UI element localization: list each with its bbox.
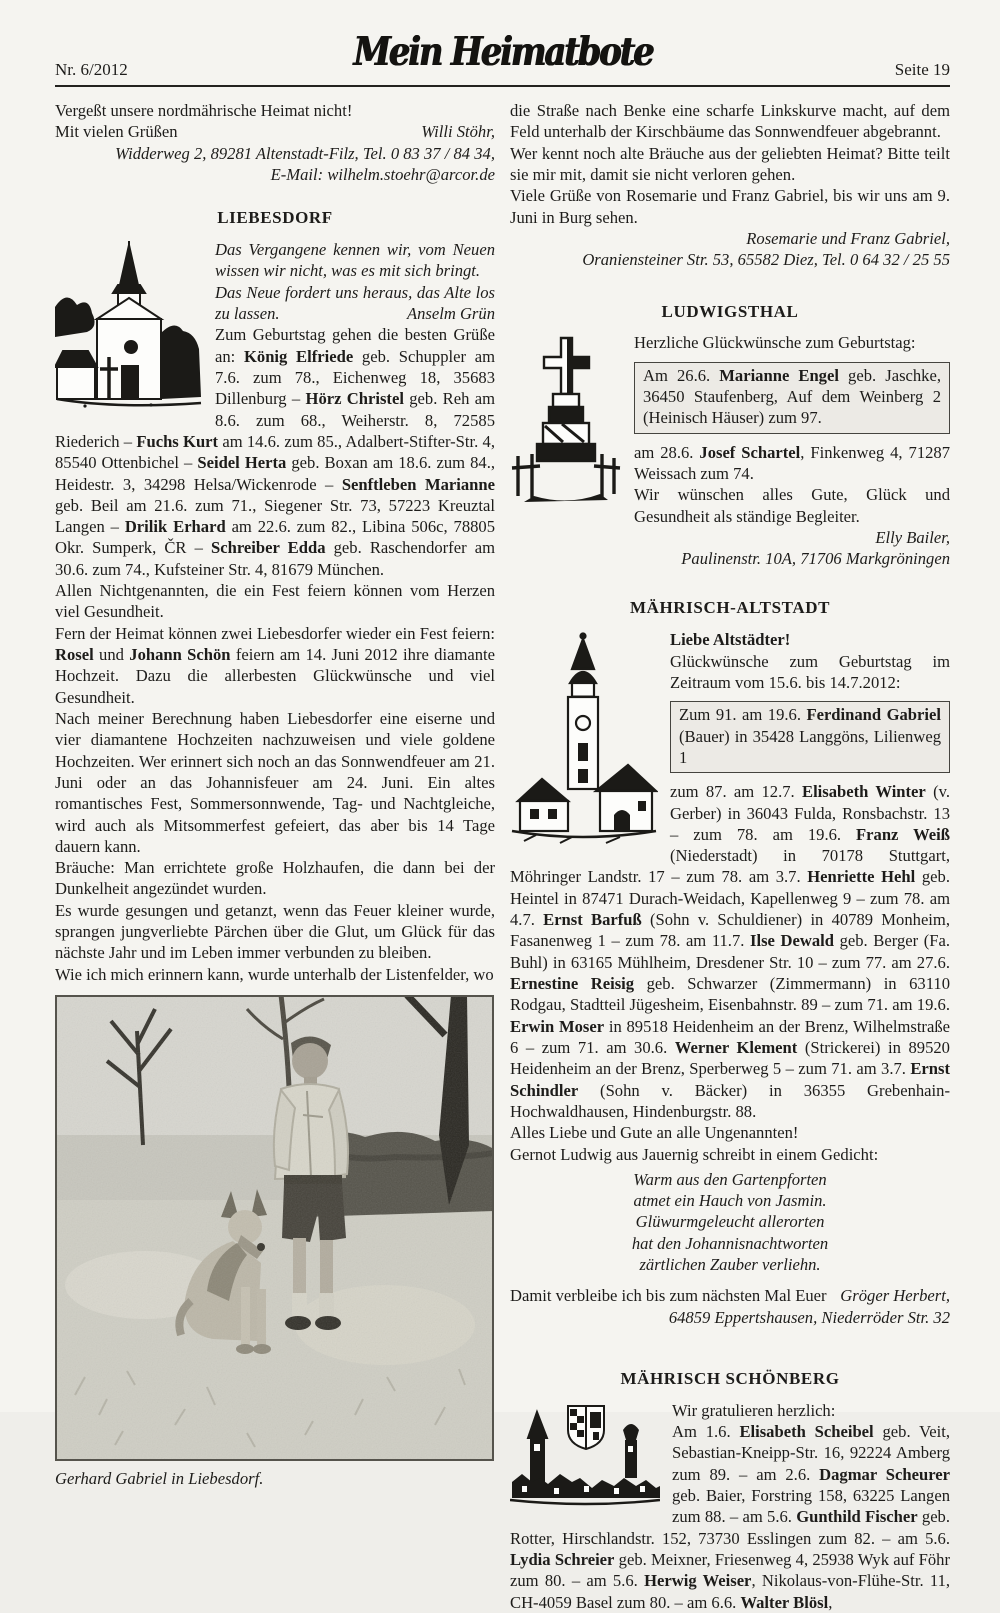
section-liebesdorf bbox=[55, 239, 495, 985]
section-ludwigsthal bbox=[510, 332, 950, 569]
ludwigsthal-wishes: Wir wünschen alles Gute, Glück und Gesundheit als ständige Begleiter. bbox=[634, 485, 950, 526]
sender-address: Widderweg 2, 89281 Altenstadt-Filz, Tel. 0 83 37 / 84 34, bbox=[115, 143, 495, 163]
altstadt-intro: Glückwünsche zum Geburtstag im Zeitraum vom 15.6. bis 14.7.2012: bbox=[670, 651, 950, 692]
left-column bbox=[55, 100, 495, 1613]
memorial-cross-illustration bbox=[510, 334, 622, 506]
liebesdorf-quote: Das Vergangene kennen wir, vom Neuen wissen wir nicht, was es mit sich bringt. Das Neue fordert uns heraus, das Alte los zu lassen. Anselm Grün bbox=[215, 240, 495, 324]
section-heading-ludwigsthal: LUDWIGSTHAL bbox=[661, 301, 799, 321]
section-heading-liebesdorf: LIEBESDORF bbox=[217, 208, 333, 228]
farewell-row bbox=[510, 1285, 950, 1306]
altstadt-closing: Alles Liebe und Gute an alle Ungenannten! bbox=[510, 1123, 799, 1143]
liebesdorf-nichtgenannte: Allen Nichtgenannten, die ein Fest feiern können vom Herzen viel Gesundheit. bbox=[55, 581, 495, 622]
altstadt-salute: Liebe Altstädter! bbox=[670, 630, 791, 650]
liebesdorf-gesungen: Es wurde gesungen und getanzt, wenn das Feuer kleiner wurde, sprangen jungverliebte Pärchen über die Glut, um Glück für das nächste Jahr und im Leben immer verbunden zu bleiben. bbox=[55, 900, 495, 963]
tree-blob-left bbox=[55, 298, 95, 338]
section-altstadt bbox=[510, 629, 950, 1328]
liebesdorf-braeuche: Bräuche: Man errichtete große Holzhaufen, die dann bei der Dunkelheit angezündet wurden. bbox=[55, 858, 495, 899]
header-rule bbox=[55, 85, 950, 87]
quote-author: Anselm Grün bbox=[406, 304, 495, 324]
farewell-signature-address: 64859 Eppertshausen, Niederröder Str. 32 bbox=[668, 1307, 950, 1327]
village-church-illustration bbox=[55, 241, 203, 411]
town-skyline-illustration bbox=[510, 1402, 660, 1510]
farewell-signature-name: Gröger Herbert, bbox=[840, 1286, 950, 1306]
ludwigsthal-signature-name: Elly Bailer, bbox=[875, 527, 950, 547]
page-number: Seite 19 bbox=[894, 60, 950, 79]
liebesdorf-birthday-list: Zum Geburtstag gehen die besten Grüße an: König Elfriede geb. Schuppler am 7.6. zum 78., Eichenweg 18, 35683 Dillenburg – Hörz Christel geb. Reh am 8.6. zum 68., Weiherstr. 8, 72585 Riederich – Fuchs Kurt am 14.6. zum 85., Adalbert-Stifter-Str. 4, 85540 Ottenbichel – Seidel Herta geb. Boxan am 18.6. zum 84., Heidestr. 3, 34298 Helsa/Wickenrode – Senftleben Marianne geb. Beil am 21.6. zum 71., Siegener Str. 73, 57223 Kreuztal Langen – Drilik Erhard am 22.6. zum 82., Libina 506c, 78805 Okr. Sumperk, ČR – Schreiber Edda geb. Raschendorfer am 30.6. zum 74., Kufsteiner Str. 4, 81679 München. bbox=[55, 325, 496, 579]
farewell-text: Damit verbleibe ich bis zum nächsten Mal Euer bbox=[510, 1286, 827, 1306]
tree-blob-right bbox=[161, 326, 201, 400]
page-header bbox=[55, 28, 950, 82]
cont-paragraph-2: Wer kennt noch alte Bräuche aus der geliebten Heimat? Bitte teilt sie mir mit, damit sie nicht verloren gehen. bbox=[510, 143, 950, 184]
section-heading-altstadt: MÄHRISCH-ALTSTADT bbox=[629, 598, 831, 618]
boy-with-dog-photo bbox=[55, 995, 495, 1489]
sender-name: Willi Stöhr, bbox=[421, 122, 495, 142]
poem: Warm aus den Gartenpforten atmet ein Hauch von Jasmin. Glüwurmgeleucht allerorten hat den Johannisnachtworten zärtlichen Zauber verliehn. bbox=[631, 1169, 829, 1275]
ludwigsthal-entry-2: am 28.6. Josef Schartel, Finkenweg 4, 71287 Weissach zum 74. bbox=[634, 442, 951, 483]
masthead-logo: Mein Heimatbote bbox=[353, 28, 652, 75]
schoenberg-birthday-list: Am 1.6. Elisabeth Scheibel geb. Veit, Sebastian-Kneipp-Str. 16, 92224 Amberg zum 89. – am 2.6. Dagmar Scheurer geb. Baier, Forstring 158, 63225 Langen zum 88. – am 5.6. Gunthild Fischer geb. Rotter, Hirschlandstr. 152, 73730 Esslingen zum 82. – am 5.6. Lydia Schreier geb. Meixner, Friesenweg 4, 25938 Wyk auf Föhr zum 80. – am 5.6. Herwig Weiser, Nikolaus-von-Flühe-Str. 11, CH-4059 Basel zum 80. – am 6.6. Walter Blösl, bbox=[510, 1422, 951, 1612]
intro-line: Vergeßt unsere nordmährische Heimat nicht! bbox=[55, 101, 353, 120]
cont-paragraph-3: Viele Grüße von Rosemarie und Franz Gabriel, bis wir uns am 9. Juni in Burg sehen. bbox=[510, 186, 950, 227]
liebesdorf-berechnung: Nach meiner Berechnung haben Liebesdorfer eine eiserne und vier diamantene Hochzeiten nachzuweisen und viele goldene Hochzeiten. Wer erinnert sich noch an das Sonnwendfeuer am 21. Juni oder an das Johannisfeuer am 24. Juni. Ein altes romantisches Fest, Sommersonnwende, Tag- und Nachtgleiche, wird auch als Mitsommerfest gefeiert, das aber bis 14 Tage dauern kann. bbox=[55, 708, 495, 856]
ludwigsthal-highlight-box: Am 26.6. Marianne Engel geb. Jaschke, 36450 Staufenberg, Auf dem Weinberg 2 (Heinisch Häuser) zum 97. bbox=[634, 362, 950, 434]
issue-number: Nr. 6/2012 bbox=[55, 60, 128, 79]
church-tower-illustration bbox=[510, 631, 658, 853]
altstadt-highlight-box: Zum 91. am 19.6. Ferdinand Gabriel (Bauer) in 35428 Langgöns, Lilienweg 1 bbox=[670, 701, 950, 773]
ludwigsthal-signature-address: Paulinenstr. 10A, 71706 Markgröningen bbox=[681, 549, 950, 569]
cont-paragraph-1: die Straße nach Benke eine scharfe Linkskurve macht, auf dem Feld unterhalb der Kirschbäume das Sonnwendfeuer abgebrannt. bbox=[510, 101, 950, 142]
section-heading-schoenberg: MÄHRISCH SCHÖNBERG bbox=[620, 1369, 840, 1388]
poem-intro: Gernot Ludwig aus Jauernig schreibt in einem Gedicht: bbox=[510, 1144, 879, 1164]
right-column bbox=[510, 100, 950, 1613]
photo-caption: Gerhard Gabriel in Liebesdorf. bbox=[55, 1469, 264, 1489]
cont-signature-address: Oraniensteiner Str. 53, 65582 Diez, Tel. 0 64 32 / 25 55 bbox=[582, 250, 950, 270]
liebesdorf-fest: Fern der Heimat können zwei Liebesdorfer wieder ein Fest feiern: Rosel und Johann Schön feiern am 14. Juni 2012 ihre diamante Hochzeit. Dazu die allerbesten Glückwünsche und viel Gesundheit. bbox=[55, 623, 495, 707]
liebesdorf-erinnern: Wie ich mich erinnern kann, wurde unterhalb der Listenfelder, wo bbox=[55, 964, 494, 984]
sender-email: E-Mail: wilhelm.stoehr@arcor.de bbox=[270, 164, 495, 184]
section-schoenberg bbox=[510, 1400, 950, 1613]
ludwigsthal-intro: Herzliche Glückwünsche zum Geburtstag: bbox=[634, 333, 916, 353]
schoenberg-intro: Wir gratulieren herzlich: bbox=[672, 1400, 836, 1420]
two-column-body bbox=[55, 100, 950, 1613]
altstadt-birthday-list: zum 87. am 12.7. Elisabeth Winter (v. Gerber) in 36043 Fulda, Ronsbachstr. 13 – zum 78. am 19.6. Franz Weiß (Niederstadt) in 70178 Stuttgart, Möhringer Landstr. 17 – zum 78. am 3.7. Henriette Hehl geb. Heintel in 87471 Durach-Weidach, Kapellenweg 9 – zum 78. am 4.7. Ernst Barfuß (Sohn v. Schuldiener) in 40789 Monheim, Fasanenweg 1 – zum 78. am 11.7. Ilse Dewald geb. Berger (Fa. Buhl) in 63165 Mühlheim, Dresdener Str. 10 – zum 77. am 27.6. Ernestine Reisig geb. Schwarzer (Zimmermann) in 63110 Rodgau, Stadtteil Jügesheim, Eisenbahnstr. 89 – zum 71. am 19.6. Erwin Moser in 89518 Heidenheim an der Brenz, Wilhelmstraße 6 – zum 71. am 30.6. Werner Klement (Strickerei) in 89520 Heidenheim an der Brenz, Sperberweg 5 – zum 71. am 3.7. Ernst Schindler (Sohn v. Bäcker) in 36355 Grebenhain-Hochwaldhausen, Hindenburgstr. 88. bbox=[510, 782, 951, 1121]
cont-signature-name: Rosemarie und Franz Gabriel, bbox=[746, 228, 950, 248]
intro-greeting-row bbox=[55, 121, 495, 142]
intro-greeting: Mit vielen Grüßen bbox=[55, 122, 178, 142]
